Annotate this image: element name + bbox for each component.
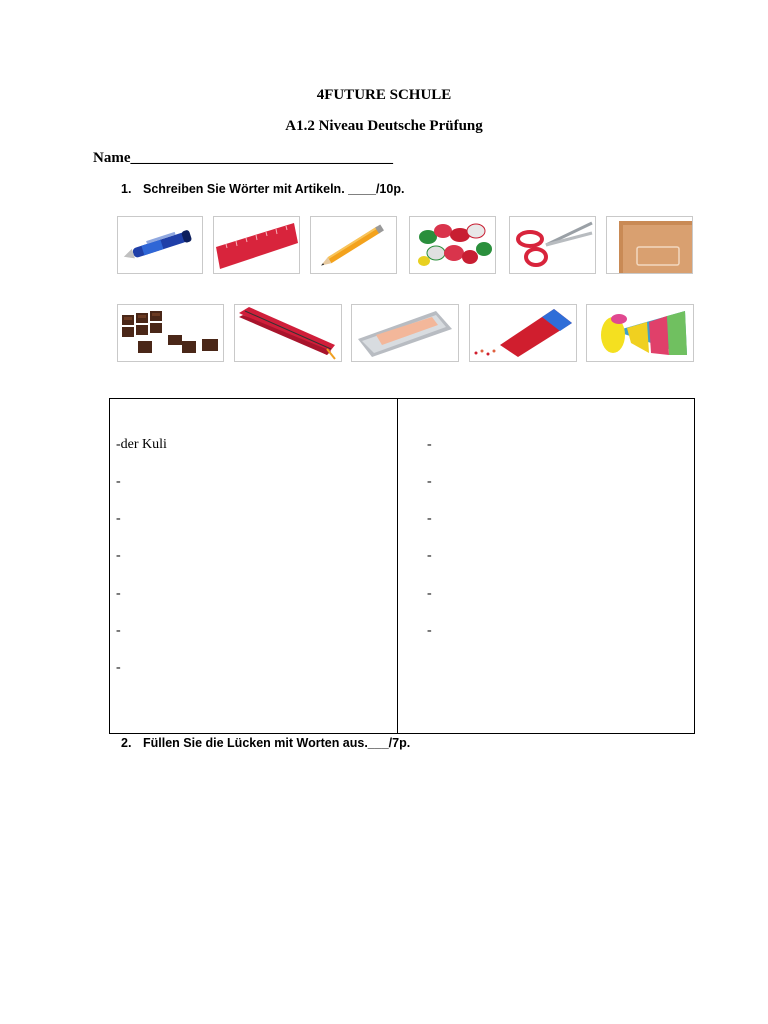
task-1-text: Schreiben Sie Wörter mit Artikeln. ____/10p. — [143, 182, 405, 196]
answer-row: - — [116, 586, 121, 601]
pencil-icon — [310, 216, 397, 274]
chocolate-icon — [117, 304, 224, 362]
school-title: 4FUTURE SCHULE — [316, 87, 452, 103]
table-divider — [397, 399, 398, 733]
answer-row: -der Kuli — [116, 437, 167, 452]
answer-row: - — [116, 474, 121, 489]
answer-row: - — [427, 548, 432, 563]
answer-row: - — [427, 474, 432, 489]
answer-row: - — [116, 511, 121, 526]
answer-row: - — [427, 437, 432, 452]
answer-row: - — [427, 511, 432, 526]
task-1-heading — [121, 182, 404, 196]
notebook-icon — [606, 216, 693, 274]
task-2-number: 2. — [121, 736, 132, 750]
school-cone-icon — [586, 304, 694, 362]
exam-title: A1.2 Niveau Deutsche Prüfung — [285, 118, 483, 134]
task-2-heading — [121, 736, 410, 750]
answer-row: - — [116, 548, 121, 563]
scissors-icon — [509, 216, 596, 274]
name-field: Name___________________________________ — [93, 150, 393, 166]
task-1-number: 1. — [121, 182, 132, 196]
ruler-icon — [213, 216, 300, 274]
answer-row: - — [427, 586, 432, 601]
chewing-gum-icon — [351, 304, 459, 362]
answer-row: - — [427, 623, 432, 638]
task-2-text: Füllen Sie die Lücken mit Worten aus.___/7p. — [143, 736, 411, 750]
eraser-icon — [469, 304, 577, 362]
pencil-case-icon — [234, 304, 342, 362]
answer-row: - — [116, 623, 121, 638]
candy-icon — [409, 216, 496, 274]
answer-table — [109, 398, 695, 734]
answer-row: - — [116, 660, 121, 675]
pen-icon — [117, 216, 203, 274]
